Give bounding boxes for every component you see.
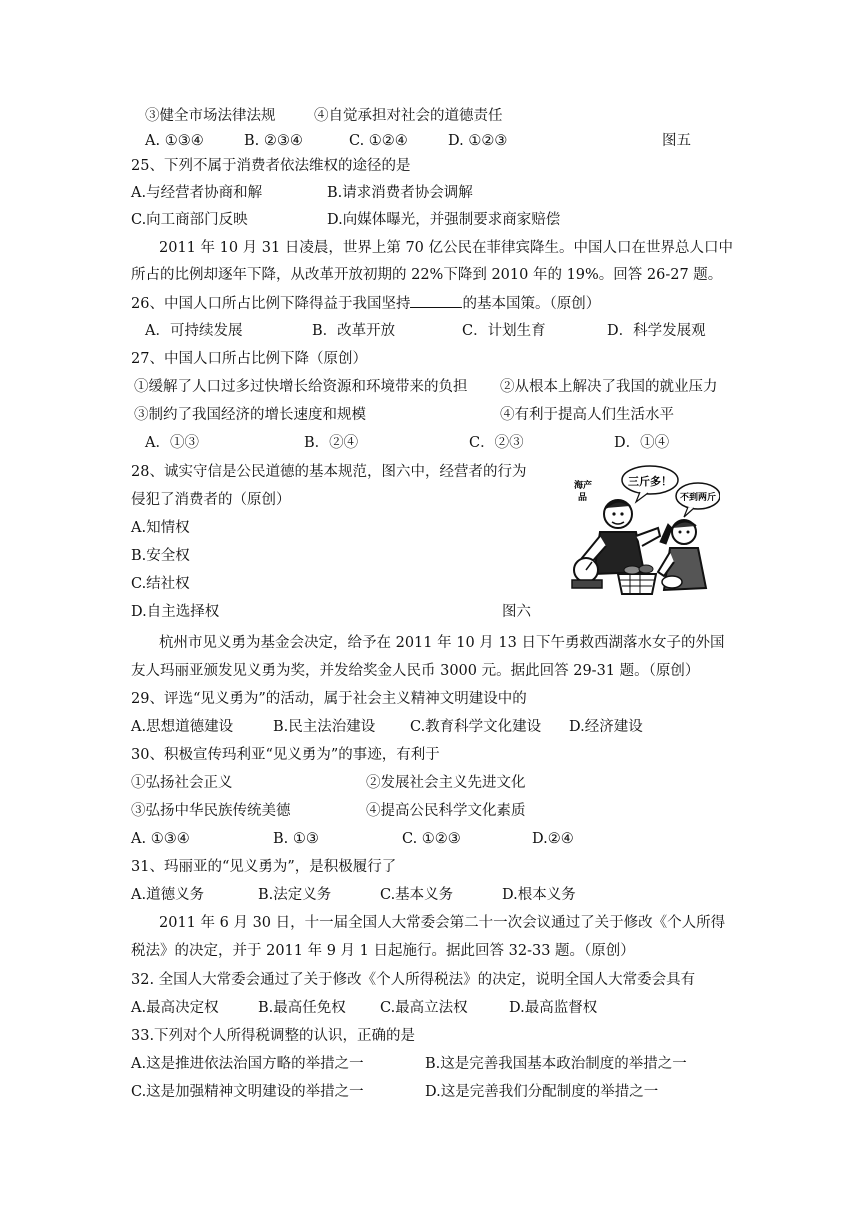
q33-answer-c: C.这是加强精神文明建设的举措之一 [131,1084,364,1100]
q30-stem: 30、积极宣传玛利亚“见义勇为”的事迹，有利于 [131,747,440,763]
q29-answer-c: C.教育科学文化建设 [410,719,542,735]
q28-answer-d: D.自主选择权 [131,604,220,620]
q27-answer-b: B．②④ [304,435,359,451]
q31-stem: 31、玛丽亚的“见义勇为”，是积极履行了 [131,859,397,875]
q32-answer-b: B.最高任免权 [258,1000,346,1016]
q31-answer-d: D.根本义务 [502,887,576,903]
passage-32-33-line-2: 税法》的决定，并于 2011 年 9 月 1 日起施行。据此回答 32-33 题。（原创） [131,943,635,959]
q33-answer-a: A.这是推进依法治国方略的举措之一 [131,1056,364,1072]
q25-answer-b: B.请求消费者协会调解 [327,185,473,201]
q29-answer-b: B.民主法治建设 [273,719,376,735]
q27-answer-a: A．①③ [145,435,199,451]
figure-6-label: 图六 [502,604,531,620]
passage-26-27-line-1: 2011 年 10 月 31 日凌晨，世界上第 70 亿公民在菲律宾降生。中国人口在世界总人口中 [159,240,734,256]
q26-stem-before: 26、中国人口所占比例下降得益于我国坚持 [131,296,411,312]
q33-answer-d: D.这是完善我们分配制度的举措之一 [425,1084,659,1100]
q30-option-3: ③弘扬中华民族传统美德 [131,803,291,819]
q30-option-2: ②发展社会主义先进文化 [366,775,526,791]
q26-stem [131,293,600,314]
passage-32-33-line-1: 2011 年 6 月 30 日，十一届全国人大常委会第二十一次会议通过了关于修改《个人所得 [159,915,726,931]
passage-29-31-line-1: 杭州市见义勇为基金会决定，给予在 2011 年 10 月 13 日下午勇救西湖落水女子的外国 [159,635,725,651]
q33-answer-b: B.这是完善我国基本政治制度的举措之一 [425,1056,687,1072]
q28-stem-line-2: 侵犯了消费者的（原创） [131,492,291,508]
q26-answer-c: C．计划生育 [462,323,546,339]
q30-option-4: ④提高公民科学文化素质 [366,803,526,819]
q30-option-1: ①弘扬社会正义 [131,775,233,791]
q29-answer-d: D.经济建设 [569,719,643,735]
q27-answer-c: C．②③ [469,435,524,451]
q31-answer-a: A.道德义务 [131,887,205,903]
q27-stem: 27、中国人口所占比例下降（原创） [131,351,367,367]
q26-answer-d: D．科学发展观 [607,323,706,339]
q24-answer-c: C. ①②④ [349,133,408,149]
q25-stem: 25、下列不属于消费者依法维权的途径的是 [131,158,411,174]
q30-answer-c: C. ①②③ [402,831,461,847]
q28-stem-line-1: 28、诚实守信是公民道德的基本规范，图六中，经营者的行为 [131,464,527,480]
q26-stem-after: 的基本国策。（原创） [462,296,601,312]
passage-29-31-line-2: 友人玛丽亚颁发见义勇为奖，并发给奖金人民币 3000 元。据此回答 29-31 题。（原创） [131,663,700,679]
q32-answer-a: A.最高决定权 [131,1000,219,1016]
q29-answer-a: A.思想道德建设 [131,719,234,735]
figure-5-label: 图五 [662,133,691,149]
crab-icon [662,576,682,588]
q25-answer-d: D.向媒体曝光，并强制要求商家赔偿 [327,212,561,228]
q29-stem: 29、评选“见义勇为”的活动，属于社会主义精神文明建设中的 [131,691,527,707]
q27-answer-d: D．①④ [614,435,670,451]
q28-answer-c: C.结社权 [131,576,190,592]
q31-answer-b: B.法定义务 [258,887,332,903]
figure-6-cartoon [560,462,720,602]
q27-option-3: ③制约了我国经济的增长速度和规模 [134,407,366,423]
q30-answer-b: B. ①③ [273,831,319,847]
bubble-right-text: 不到两斤 [679,493,717,503]
q31-answer-c: C.基本义务 [380,887,454,903]
q27-option-4: ④有利于提高人们生活水平 [500,407,674,423]
q28-answer-a: A.知情权 [131,520,190,536]
q32-stem: 32. 全国人大常委会通过了关于修改《个人所得税法》的决定，说明全国人大常委会具有 [131,972,696,988]
q28-answer-b: B.安全权 [131,548,190,564]
q24-answer-a: A. ①③④ [145,133,204,149]
q24-answer-d: D. ①②③ [448,133,508,149]
q33-stem: 33.下列对个人所得税调整的认识，正确的是 [131,1028,416,1044]
q27-option-1: ①缓解了人口过多过快增长给资源和环境带来的负担 [134,379,468,395]
q32-answer-d: D.最高监督权 [509,1000,598,1016]
q24-answer-b: B. ②③④ [244,133,303,149]
q26-answer-b: B．改革开放 [312,323,396,339]
passage-26-27-line-2: 所占的比例却逐年下降，从改革开放初期的 22%下降到 2010 年的 19%。回答 26-27 题。 [131,267,723,283]
basket-icon [618,574,656,594]
q30-answer-a: A. ①③④ [131,831,190,847]
q25-answer-a: A.与经营者协商和解 [131,185,263,201]
q32-answer-c: C.最高立法权 [380,1000,468,1016]
q26-blank [410,293,462,308]
q25-answer-c: C.向工商部门反映 [131,212,248,228]
q30-answer-d: D.②④ [532,831,574,847]
q24-option-3: ③健全市场法律法规 [145,108,276,124]
seafood-sign-line-1: 海产 [574,481,593,491]
q24-option-4: ④自觉承担对社会的道德责任 [314,108,503,124]
seafood-sign-line-2: 品 [578,493,588,503]
q27-option-2: ②从根本上解决了我国的就业压力 [500,379,718,395]
q26-answer-a: A．可持续发展 [145,323,243,339]
bubble-left-text: 三斤多！ [628,475,672,488]
